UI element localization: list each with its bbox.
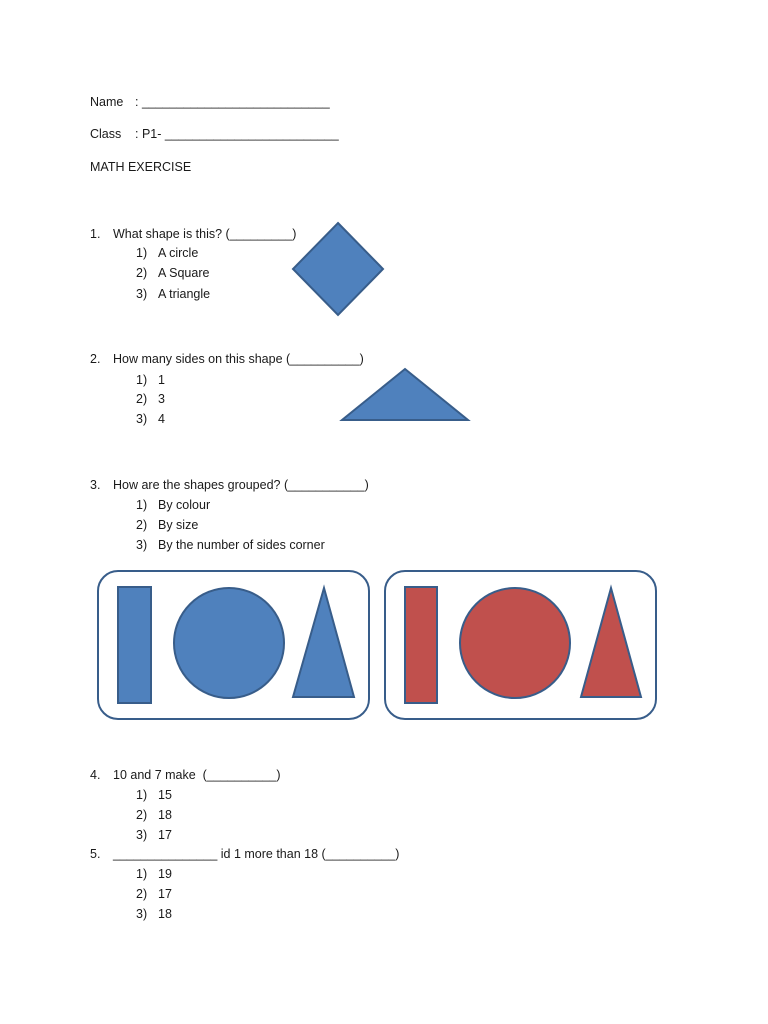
option-text[interactable]: 4: [158, 412, 165, 426]
blue-rectangle-shape: [118, 587, 151, 703]
question-number: 2.: [90, 352, 101, 366]
red-triangle-shape: [581, 588, 641, 697]
option-number: 3): [136, 412, 148, 426]
option-number: 2): [136, 266, 148, 280]
shape-groups: [94, 568, 660, 724]
option-number: 3): [136, 287, 148, 301]
question-number: 3.: [90, 478, 101, 492]
red-rectangle-shape: [405, 587, 437, 703]
option-text[interactable]: A circle: [158, 246, 199, 260]
class-label: Class: [90, 127, 122, 141]
option-number: 1): [136, 373, 148, 387]
triangle-shape: [338, 366, 472, 424]
option-text[interactable]: 15: [158, 788, 172, 802]
diamond-shape: [290, 220, 386, 318]
option-text[interactable]: 1: [158, 373, 165, 387]
question-text: How are the shapes grouped? (___________): [113, 478, 369, 492]
option-number: 2): [136, 808, 148, 822]
question-number: 4.: [90, 768, 101, 782]
option-number: 1): [136, 867, 148, 881]
question-number: 5.: [90, 847, 101, 861]
blue-circle-shape: [174, 588, 284, 698]
option-text[interactable]: 18: [158, 907, 172, 921]
option-text[interactable]: By the number of sides corner: [158, 538, 325, 552]
page-title: MATH EXERCISE: [90, 160, 192, 174]
option-text[interactable]: 17: [158, 828, 172, 842]
option-text[interactable]: A Square: [158, 266, 210, 280]
option-text[interactable]: By size: [158, 518, 199, 532]
question-number: 1.: [90, 227, 101, 241]
question-text: How many sides on this shape (__________): [113, 352, 364, 366]
option-number: 2): [136, 518, 148, 532]
option-text[interactable]: 19: [158, 867, 172, 881]
option-text[interactable]: 3: [158, 392, 165, 406]
class-blank[interactable]: : P1- _________________________: [135, 127, 339, 141]
option-number: 2): [136, 392, 148, 406]
question-text: _______________ id 1 more than 18 (__________): [113, 847, 400, 861]
option-number: 3): [136, 907, 148, 921]
option-number: 1): [136, 498, 148, 512]
option-number: 3): [136, 538, 148, 552]
option-number: 1): [136, 788, 148, 802]
blue-triangle-shape: [293, 588, 354, 697]
option-text[interactable]: By colour: [158, 498, 211, 512]
question-text: What shape is this? (_________): [113, 227, 297, 241]
red-circle-shape: [460, 588, 570, 698]
option-text[interactable]: A triangle: [158, 287, 211, 301]
option-number: 2): [136, 887, 148, 901]
option-text[interactable]: 17: [158, 887, 172, 901]
option-number: 3): [136, 828, 148, 842]
question-text: 10 and 7 make (__________): [113, 768, 281, 782]
name-blank[interactable]: : ___________________________: [135, 95, 330, 109]
name-label: Name: [90, 95, 124, 109]
option-number: 1): [136, 246, 148, 260]
option-text[interactable]: 18: [158, 808, 172, 822]
